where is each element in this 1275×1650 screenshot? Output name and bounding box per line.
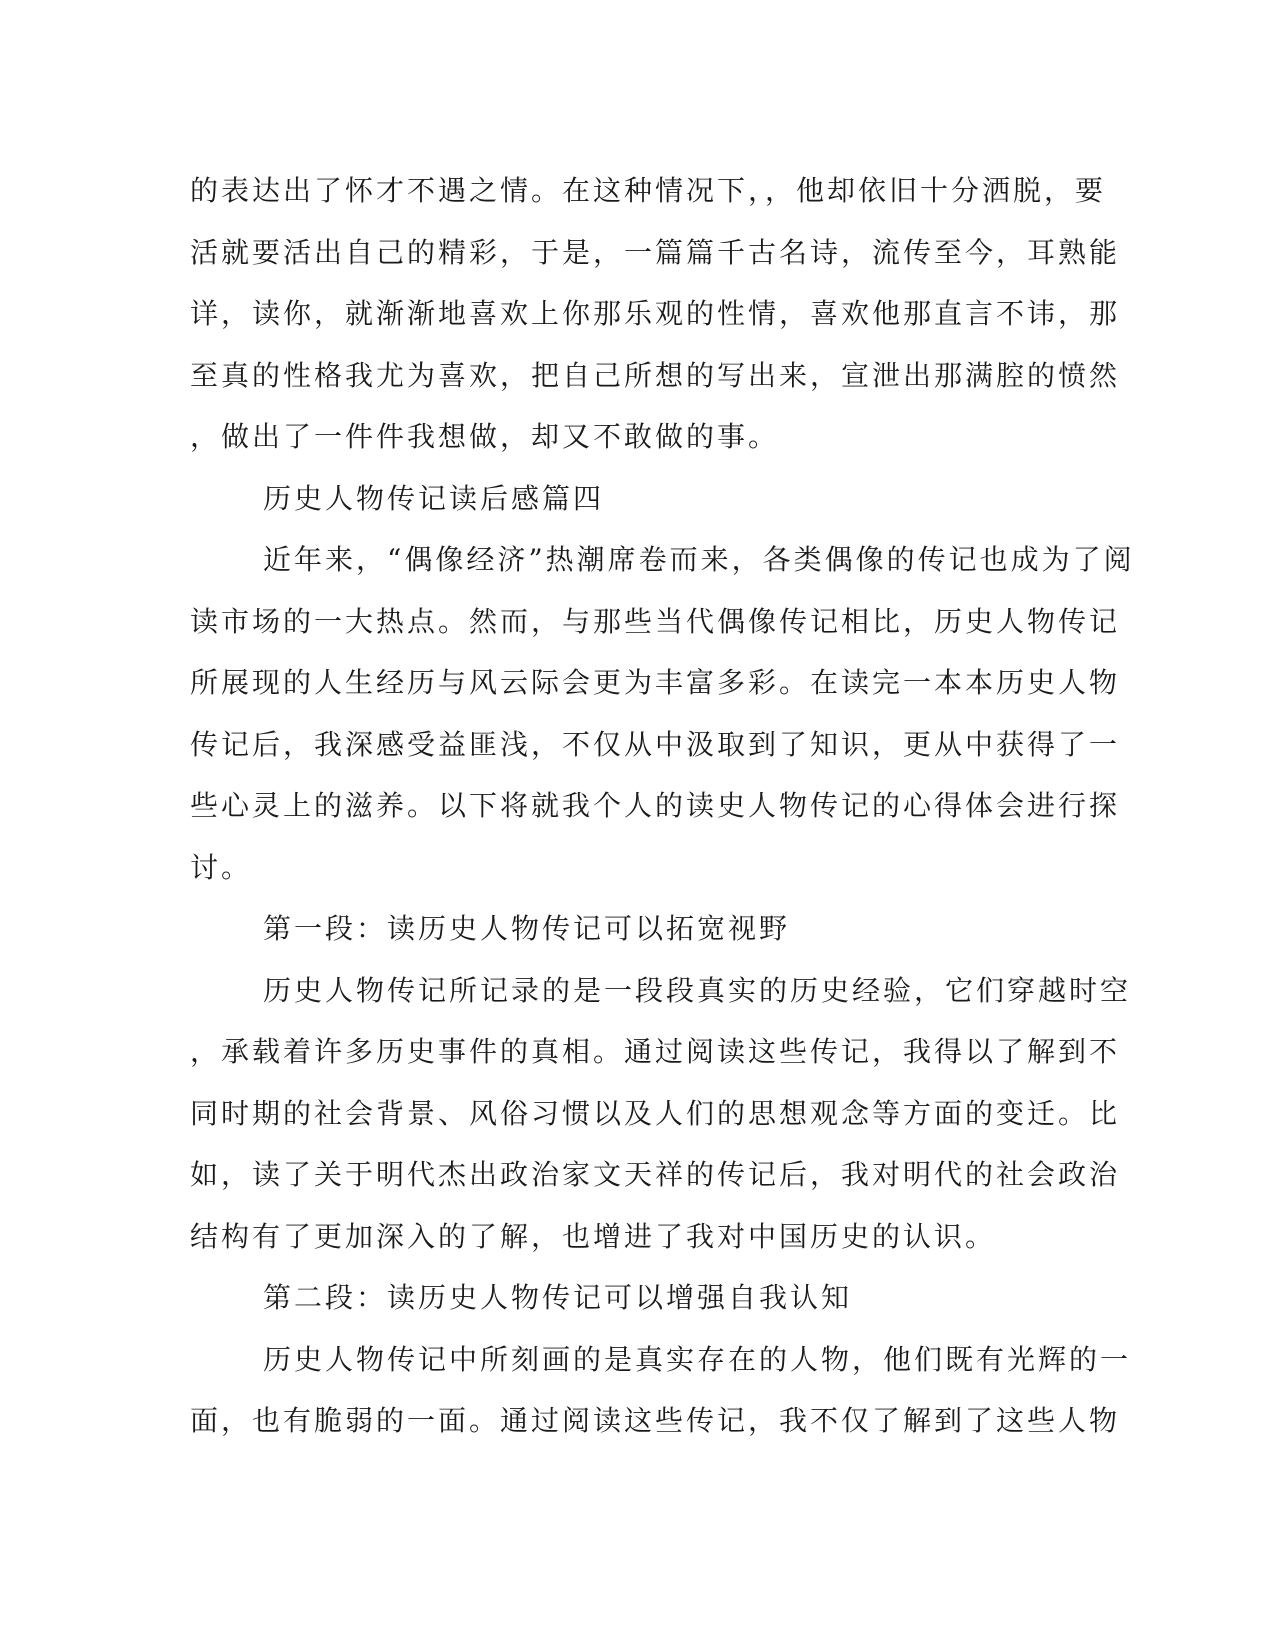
paragraph-first-line: 历史人物传记所记录的是一段段真实的历史经验，它们穿越时空 bbox=[263, 973, 1132, 1007]
text-line: 些心灵上的滋养。以下将就我个人的读史人物传记的心得体会进行探 bbox=[190, 789, 1121, 822]
paragraph-first-line: 历史人物传记中所刻画的是真实存在的人物，他们既有光辉的一 bbox=[263, 1342, 1132, 1376]
document-body bbox=[190, 160, 1135, 1452]
text-line: 如，读了关于明代杰出政治家文天祥的传记后，我对明代的社会政治 bbox=[190, 1158, 1121, 1191]
text-line: 读市场的一大热点。然而，与那些当代偶像传记相比，历史人物传记 bbox=[190, 604, 1121, 638]
section-heading: 第二段：读历史人物传记可以增强自我认知 bbox=[263, 1281, 853, 1314]
text-line: 的表达出了怀才不遇之情。在这种情况下，，他却依旧十分洒脱，要 bbox=[190, 174, 1107, 207]
text-line: ，做出了一件件我想做，却又不敢做的事。 bbox=[190, 420, 780, 453]
text-line: 至真的性格我尤为喜欢，把自己所想的写出来，宣泄出那满腔的愤然 bbox=[190, 358, 1121, 392]
text-line: ，承载着许多历史事件的真相。通过阅读这些传记，我得以了解到不 bbox=[190, 1035, 1121, 1068]
text-line: 活就要活出自己的精彩，于是，一篇篇千古名诗，流传至今，耳熟能 bbox=[190, 235, 1121, 269]
text-line: 面，也有脆弱的一面。通过阅读这些传记，我不仅了解到了这些人物 bbox=[190, 1404, 1121, 1437]
text-line: 详，读你，就渐渐地喜欢上你那乐观的性情，喜欢他那直言不讳，那 bbox=[190, 297, 1121, 330]
paragraph-first-line: 近年来，“偶像经济”热潮席卷而来，各类偶像的传记也成为了阅 bbox=[263, 543, 1135, 576]
text-line: 结构有了更加深入的了解，也增进了我对中国历史的认识。 bbox=[190, 1219, 997, 1253]
section-heading: 第一段：读历史人物传记可以拓宽视野 bbox=[263, 912, 791, 945]
section-heading: 历史人物传记读后感篇四 bbox=[263, 481, 605, 515]
text-line: 传记后，我深感受益匪浅，不仅从中汲取到了知识，更从中获得了一 bbox=[190, 727, 1121, 761]
text-line: 所展现的人生经历与风云际会更为丰富多彩。在读完一本本历史人物 bbox=[190, 666, 1121, 699]
text-line: 同时期的社会背景、风俗习惯以及人们的思想观念等方面的变迁。比 bbox=[190, 1096, 1121, 1130]
text-line: 讨。 bbox=[190, 850, 253, 884]
